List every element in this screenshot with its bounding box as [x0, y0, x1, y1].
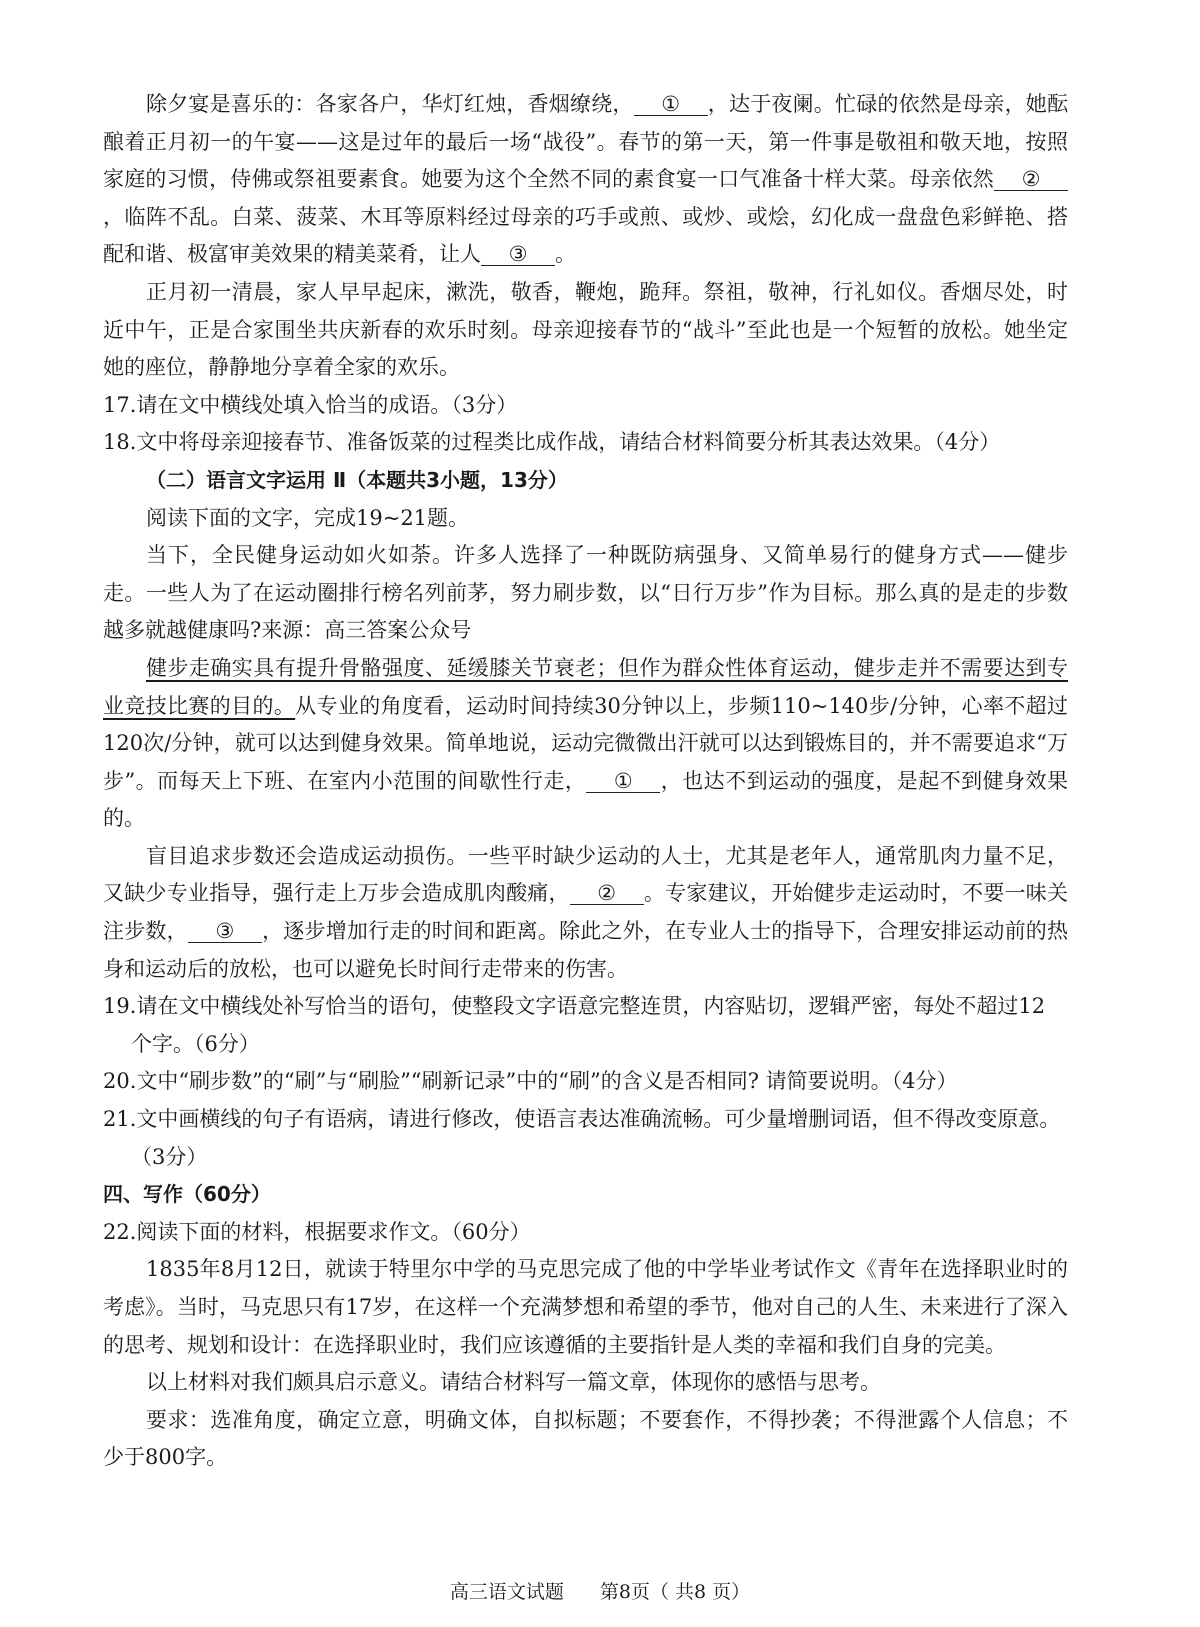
passage-paragraph-5 — [103, 838, 1068, 988]
footer-subject: 高三语文试题 — [449, 1581, 564, 1603]
question-21 — [103, 1101, 1068, 1176]
passage-text: ，临阵不乱。白菜、菠菜、木耳等原料经过母亲的巧手或煎、或炒、或烩，幻化成一盘盘色彩鲜艳、搭配和谐、极富审美效果的精美菜肴，让人 — [103, 204, 1068, 267]
answer-blank-2: ② — [570, 882, 644, 905]
answer-blank-1: ① — [586, 770, 660, 793]
question-19-line-1: 19.请在文中横线处补写恰当的语句，使整段文字语意完整连贯，内容贴切，逻辑严密，每处不超过12 — [103, 994, 1046, 1019]
section-heading-language-use-2: （二）语言文字运用 Ⅱ（本题共3小题，13分） — [146, 467, 568, 492]
passage-text: 盲目追求步数还会造成运动损伤。一些平时缺少运动的人士，尤其是老年人，通常肌肉力量不足，又缺少专业指导，强行走上万步会造成肌肉酸痛， — [103, 843, 1068, 906]
writing-material-paragraph: 1835年8月12日，就读于特里尔中学的马克思完成了他的中学毕业考试作文《青年在选择职业时的考虑》。当时，马克思只有17岁，在这样一个充满梦想和希望的季节，他对自己的人生、未来进行了深入的思考、规划和设计：在选择职业时，我们应该遵循的主要指针是人类的幸福和我们自身的完美。 — [103, 1257, 1068, 1357]
passage-text: ，逐步增加行走的时间和距离。除此之外，在专业人士的指导下，合理安排运动前的热身和运动后的放松，也可以避免长时间行走带来的伤害。 — [103, 919, 1068, 981]
page-content — [103, 86, 1068, 1477]
question-20: 20.文中“刷步数”的“刷”与“刷脸”“刷新记录”中的“刷”的含义是否相同? 请简要说明。（4分） — [103, 1069, 958, 1094]
passage-paragraph-4 — [103, 650, 1068, 838]
question-19 — [103, 988, 1068, 1063]
passage-text: ，也达不到运动的强度，是起不到健身效果的。 — [103, 768, 1069, 831]
question-19-line-2: 个字。（6分） — [131, 1031, 260, 1056]
passage-text: 从专业的角度看，运动时间持续30分钟以上，步频110~140步/分钟，心率不超过120次/分钟，就可以达到健身效果。简单地说，运动完微微出汗就可以达到锻炼目的，并不需要追求“万步”。而每天上下班、在室内小范围的间歇性行走， — [103, 693, 1068, 793]
passage-paragraph-1 — [103, 86, 1068, 274]
question-21-line-2: （3分） — [131, 1144, 208, 1169]
passage-text: ，达于夜阑。忙碌的依然是母亲，她酝酿着正月初一的午宴——这是过年的最后一场“战役”。春节的第一天，第一件事是敬祖和敬天地，按照家庭的习惯，侍佛或祭祖要素食。她要为这个全然不同的素食宴一口气准备十样大菜。母亲依然 — [103, 92, 1069, 192]
section-heading-writing: 四、写作（60分） — [103, 1182, 271, 1207]
question-18: 18.文中将母亲迎接春节、准备饭菜的过程类比成作战，请结合材料简要分析其表达效果。（4分） — [103, 430, 1001, 455]
writing-requirements: 要求：选准角度，确定立意，明确文体，自拟标题；不要套作，不得抄袭；不得泄露个人信息；不少于800字。 — [103, 1407, 1068, 1470]
page-footer — [0, 1577, 1200, 1604]
passage-paragraph-2: 正月初一清晨，家人早早起床，漱洗，敬香，鞭炮，跪拜。祭祖，敬神，行礼如仪。香烟尽处，时近中午，正是合家围坐共庆新春的欢乐时刻。母亲迎接春节的“战斗”至此也是一个短暂的放松。她坐定她的座位，静静地分享着全家的欢乐。 — [103, 279, 1068, 380]
answer-blank-2: ② — [994, 168, 1068, 191]
passage-text: 。专家建议，开始健步走运动时，不要一味关注步数， — [103, 881, 1069, 944]
footer-page-number: 第8页（ 共8 页） — [599, 1581, 751, 1603]
question-21-line-1: 21.文中画横线的句子有语病，请进行修改，使语言表达准确流畅。可少量增删词语，但不得改变原意。 — [103, 1107, 1061, 1132]
passage-text: 。 — [555, 242, 576, 267]
passage-paragraph-3: 当下，全民健身运动如火如荼。许多人选择了一种既防病强身、又简单易行的健身方式——健步走。一些人为了在运动圈排行榜名列前茅，努力刷步数，以“日行万步”作为目标。那么真的是走的步数越多就越健康吗?来源：高三答案公众号 — [103, 543, 1068, 643]
answer-blank-1: ① — [634, 93, 708, 116]
writing-prompt: 以上材料对我们颇具启示意义。请结合材料写一篇文章，体现你的感悟与思考。 — [146, 1370, 881, 1395]
underlined-sentence: 健步走确实具有提升骨骼强度、延缓膝关节衰老；但作为群众性体育运动，健步走并不需要达到专业竞技比赛的目的。 — [103, 655, 1068, 718]
answer-blank-3: ③ — [481, 243, 555, 266]
question-17: 17.请在文中横线处填入恰当的成语。（3分） — [103, 392, 518, 417]
answer-blank-3: ③ — [188, 920, 262, 943]
reading-instruction: 阅读下面的文字，完成19~21题。 — [146, 505, 470, 530]
passage-text: 除夕宴是喜乐的：各家各户，华灯红烛，香烟缭绕， — [146, 92, 634, 116]
question-22: 22.阅读下面的材料，根据要求作文。（60分） — [103, 1219, 531, 1244]
